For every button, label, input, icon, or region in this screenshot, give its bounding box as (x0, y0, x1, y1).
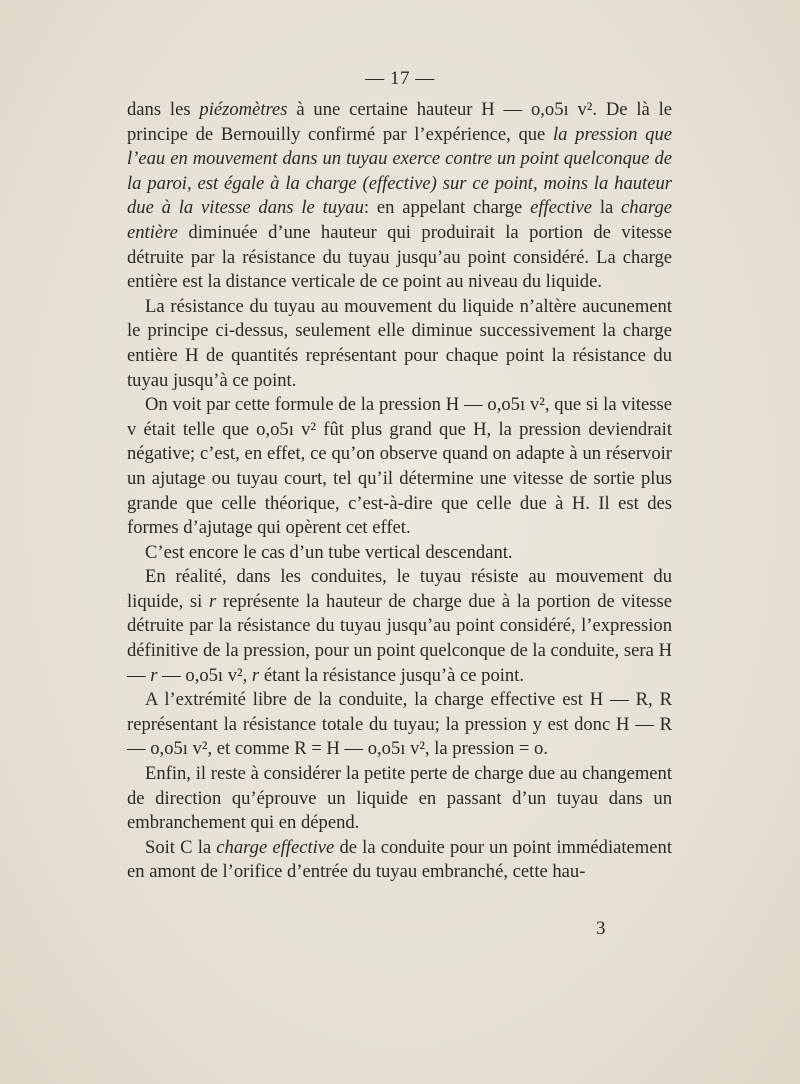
text-run: à une certaine hauteur H — o,o5ı v². De là le principe de Bernouilly confirmé par l’expérience, que (127, 99, 672, 145)
paragraph (127, 393, 672, 541)
text-run: On voit par cette formule de la pression H — o,o5ı v², que si la vitesse v était telle que o,o5ı v² fût plus grand que H, la pression deviendrait négative; c’est, en effet, ce qu’on observe quand on adapte à un réservoir un ajutage ou tuyau court, tel qu’il détermine une vitesse de sortie plus grande que celle théorique, c’est-à-dire que celle due à H. Il est des formes d’ajutage qui opèrent cet effet. (127, 394, 672, 539)
text-run: Enfin, il reste à considérer la petite perte de charge due au changement de direction qu’éprouve un liquide en passant d’un tuyau dans un embranchement qui en dépend. (127, 763, 672, 834)
text-run: étant la résistance jusqu’à ce point. (259, 664, 525, 686)
text-run: Soit C la (145, 836, 217, 858)
text-run: la (592, 197, 622, 219)
text-run: : en appelant charge (363, 197, 531, 219)
italic-text: r (208, 590, 217, 612)
paragraph (127, 541, 672, 566)
italic-text: charge effective (216, 836, 335, 858)
paragraph (127, 688, 672, 762)
italic-text: r (251, 664, 260, 686)
text-run: représente la hauteur de charge due à la portion de vitesse détruite par la résistance du tuyau jusqu’au point considéré, l’expression définitive de la pression, pour un point quelconque de la conduite, sera H — (127, 590, 672, 686)
text-run: A l’extrémité libre de la conduite, la charge effective est H — R, R représentant la résistance totale du tuyau; la pression y est donc H — R — o,o5ı v², et comme R = H — o,o5ı v², la pression = o. (127, 689, 672, 760)
paragraph (127, 762, 672, 836)
signature-mark: 3 (596, 918, 606, 939)
text-run: C’est encore le cas d’un tube vertical descendant. (145, 541, 513, 563)
text-run: dans les (127, 99, 200, 120)
page-number: — 17 — (365, 68, 435, 89)
italic-text: effective (530, 197, 592, 219)
text-run: — o,o5ı v², (157, 664, 252, 686)
text-run: En réalité, dans les conduites, le tuyau résiste au mouvement du liquide, si (127, 566, 672, 612)
body-text (127, 98, 672, 885)
text-run: La résistance du tuyau au mouvement du liquide n’altère aucunement le principe ci-dessus, seulement elle diminue successivement la charge entière H de quantités représentant pour chaque point la résistance du tuyau jusqu’à ce point. (127, 295, 672, 391)
italic-text: charge entière (127, 197, 672, 243)
italic-text: piézomètres (199, 99, 288, 120)
paragraph (127, 98, 672, 295)
italic-text: la pression que l’eau en mouvement dans un tuyau exerce contre un point quelconque de la paroi, est égale à la charge (effective) sur ce point, moins la hauteur due à la vitesse dans le tuyau (127, 123, 672, 219)
text-run: de la conduite pour un point immédiatement en amont de l’orifice d’entrée du tuyau embranché, cette hau- (127, 836, 672, 883)
italic-text: r (150, 664, 158, 686)
text-run: diminuée d’une hauteur qui produirait la portion de vitesse détruite par la résistance du tuyau jusqu’au point considéré. La charge entière est la distance verticale de ce point au niveau du liquide. (127, 221, 672, 293)
paragraph (127, 836, 672, 885)
paragraph (127, 295, 672, 393)
paragraph (127, 565, 672, 688)
